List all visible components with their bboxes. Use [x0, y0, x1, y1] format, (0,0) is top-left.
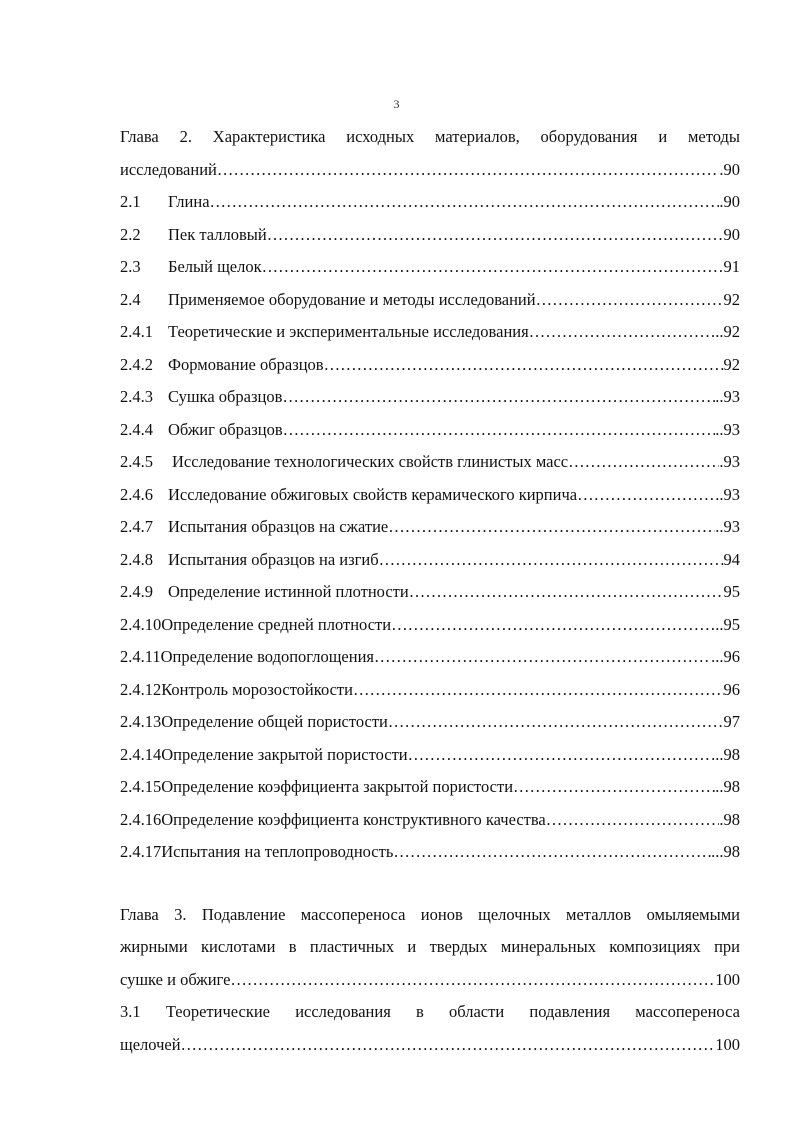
toc-entry-number: 2.4.3 — [120, 387, 153, 406]
section-3-1-word: в — [416, 1002, 424, 1021]
toc-entry-number: 2.4.13 — [120, 712, 162, 731]
section-3-1-last: щелочей — [120, 1034, 181, 1054]
chapter-3-heading-last: сушке и обжиге — [120, 969, 231, 989]
dot-leader — [577, 479, 715, 512]
dot-leader — [217, 154, 720, 187]
toc-entry-page: 92 — [723, 289, 740, 309]
toc-entry-title: Определение средней плотности — [161, 614, 392, 634]
toc-entry — [120, 674, 740, 707]
dot-leader — [393, 836, 711, 869]
chapter-2-heading — [120, 121, 740, 186]
toc-entry-number: 2.4.15 — [120, 777, 162, 796]
dot-leader — [409, 576, 724, 609]
section-3-1-word: массопереноса — [635, 1002, 740, 1021]
dot-leader — [324, 349, 724, 382]
toc-entry-title: Определение закрытой пористости — [161, 744, 408, 764]
section-3-1-word: области — [449, 1002, 505, 1021]
toc-entry-page: ...98 — [711, 842, 740, 861]
toc-entry-page: 97 — [723, 712, 740, 731]
section-3-1-number: 3.1 — [120, 1002, 141, 1021]
toc-entry-page: ..93 — [715, 387, 740, 406]
toc-entry-page: ..93 — [715, 517, 740, 536]
toc-entry-number: 2.4.8 — [120, 549, 153, 569]
toc-entry — [120, 349, 740, 382]
toc-entry-title: Испытания на теплопроводность — [161, 842, 394, 861]
dot-leader — [546, 804, 720, 837]
dot-leader — [408, 739, 711, 772]
chapter-2-page: .90 — [719, 159, 740, 179]
toc-entry-title: Определение коэффициента конструктивного качества — [161, 809, 546, 829]
toc-entry-number: 2.4.16 — [120, 809, 162, 829]
toc-entry-title: Глина — [168, 192, 210, 211]
toc-entry-page: ..93 — [715, 419, 740, 439]
toc-entry-page: 91 — [723, 257, 740, 276]
toc-entry-number: 2.4.6 — [120, 484, 153, 504]
toc-entry-title: Испытания образцов на сжатие — [168, 517, 389, 536]
chapter-2-heading-line-1 — [120, 121, 740, 154]
toc-entry-title: Определение истинной плотности — [168, 582, 409, 601]
toc-entry-number: 2.4.7 — [120, 517, 153, 536]
toc-entry-title: Формование образцов — [168, 354, 324, 374]
dot-leader — [283, 414, 716, 447]
page-number: 3 — [393, 97, 400, 111]
toc-entry — [120, 836, 740, 869]
spacer — [120, 869, 740, 899]
toc-entry-number: 2.4.5 — [120, 452, 153, 471]
toc-entry-title: Исследование обжиговых свойств керамического кирпича — [168, 484, 578, 504]
toc-entry-title: Испытания образцов на изгиб — [168, 549, 379, 569]
toc-entry-page: ..95 — [715, 614, 740, 634]
toc-entry-page: .98 — [719, 809, 740, 829]
toc-entry-number: 2.4.17 — [120, 842, 162, 861]
toc-entry — [120, 284, 740, 317]
toc-entry-title: Определение общей пористости — [161, 712, 388, 731]
toc-entry-page: 95 — [723, 582, 740, 601]
chapter-2-heading-text: Глава 2. Характеристика исходных материалов, оборудования и методы — [120, 127, 740, 146]
chapter-3-heading-text-1: Глава 3. Подавление массопереноса ионов щелочных металлов омыляемыми — [120, 904, 740, 924]
toc-entry — [120, 706, 740, 739]
toc-entry — [120, 544, 740, 577]
toc-entry-page: ...96 — [711, 647, 740, 666]
toc-entry-number: 2.4 — [120, 289, 141, 309]
section-3-1-line-2 — [120, 1029, 740, 1062]
toc-entry-title: Пек талловый — [168, 224, 267, 244]
toc-entry-number: 2.4.4 — [120, 419, 153, 439]
toc-entry-title: Теоретические и экспериментальные исследования — [168, 322, 529, 341]
section-3-1-page: 100 — [715, 1034, 740, 1054]
chapter-3-heading-line-1 — [120, 899, 740, 932]
toc-entry-page: ..98 — [715, 777, 740, 796]
toc-entry-page: ..93 — [715, 484, 740, 504]
chapter-3-page: 100 — [715, 969, 740, 989]
toc-entry — [120, 381, 740, 414]
dot-leader — [282, 381, 715, 414]
toc-entry — [120, 316, 740, 349]
toc-entry — [120, 479, 740, 512]
dot-leader — [513, 771, 715, 804]
toc-entry-number: 2.2 — [120, 224, 141, 244]
toc-entry-number: 2.4.10 — [120, 614, 162, 634]
toc-entry-page: ...98 — [711, 744, 740, 764]
dot-leader — [536, 284, 724, 317]
toc-entry-page: .90 — [719, 192, 740, 211]
toc-entry-page: 96 — [723, 679, 740, 699]
toc-entry-title: Обжиг образцов — [168, 419, 283, 439]
dot-leader — [181, 1029, 716, 1062]
toc-entry — [120, 609, 740, 642]
chapter-3-heading — [120, 899, 740, 997]
chapter-3-heading-line-2 — [120, 931, 740, 964]
toc-entry-number: 2.4.1 — [120, 322, 153, 341]
toc-entry-title: Сушка образцов — [168, 387, 283, 406]
table-of-contents — [120, 121, 740, 1061]
section-3-1-word: Теоретические — [165, 1002, 270, 1021]
chapter-2-entries — [120, 186, 740, 869]
dot-leader — [230, 964, 715, 997]
dot-leader — [210, 186, 720, 219]
toc-entry-number: 2.4.2 — [120, 354, 153, 374]
toc-entry-number: 2.4.14 — [120, 744, 162, 764]
section-3-1-word: исследования — [295, 1002, 391, 1021]
toc-entry — [120, 804, 740, 837]
toc-entry — [120, 576, 740, 609]
chapter-3-heading-line-3 — [120, 964, 740, 997]
toc-entry-number: 2.4.11 — [120, 647, 161, 666]
toc-entry-title: Применяемое оборудование и методы исследований — [168, 289, 536, 309]
dot-leader — [568, 446, 719, 479]
toc-entry-page: 92 — [723, 354, 740, 374]
toc-entry — [120, 219, 740, 252]
toc-entry-title: Определение коэффициента закрытой пористости — [161, 777, 514, 796]
toc-entry-page: 94 — [723, 549, 740, 569]
toc-entry-title: Белый щелок — [168, 257, 262, 276]
dot-leader — [388, 706, 724, 739]
toc-entry-page: .93 — [719, 452, 740, 471]
toc-entry-title: Определение водопоглощения — [160, 647, 374, 666]
toc-entry — [120, 771, 740, 804]
dot-leader — [267, 219, 724, 252]
dot-leader — [379, 544, 724, 577]
dot-leader — [391, 609, 715, 642]
chapter-2-heading-last: исследований — [120, 159, 217, 179]
toc-entry — [120, 251, 740, 284]
chapter-3-heading-text-2: жирными кислотами в пластичных и твердых минеральных композициях при — [120, 937, 740, 956]
toc-entry — [120, 511, 740, 544]
toc-entry-number: 2.4.12 — [120, 679, 162, 699]
toc-entry — [120, 739, 740, 772]
toc-entry — [120, 446, 740, 479]
toc-entry — [120, 641, 740, 674]
dot-leader — [262, 251, 724, 284]
dot-leader — [388, 511, 715, 544]
toc-entry-page: 90 — [723, 224, 740, 244]
toc-entry-title: Исследование технологических свойств глинистых масс — [172, 452, 569, 471]
toc-entry-page: ..92 — [715, 322, 740, 341]
toc-entry — [120, 414, 740, 447]
dot-leader — [374, 641, 711, 674]
chapter-2-heading-line-2 — [120, 154, 740, 187]
section-3-1 — [120, 996, 740, 1061]
toc-entry-number: 2.3 — [120, 257, 141, 276]
section-3-1-line-1 — [120, 996, 740, 1029]
dot-leader — [529, 316, 716, 349]
toc-entry — [120, 186, 740, 219]
section-3-1-word: подавления — [529, 1002, 611, 1021]
toc-entry-title: Контроль морозостойкости — [161, 679, 353, 699]
toc-entry-number: 2.4.9 — [120, 582, 153, 601]
toc-entry-number: 2.1 — [120, 192, 141, 211]
dot-leader — [353, 674, 724, 707]
